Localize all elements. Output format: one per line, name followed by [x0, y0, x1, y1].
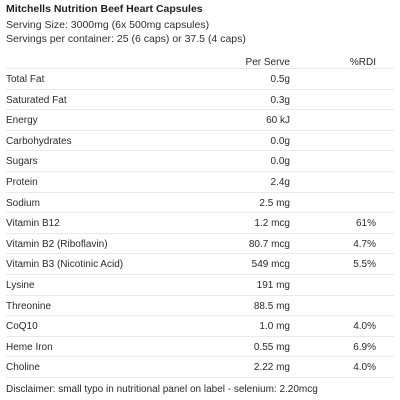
per-serve-value: 60 kJ [266, 115, 290, 127]
per-serve-value: 0.0g [270, 156, 290, 168]
nutrient-name: Threonine [6, 300, 52, 312]
table-row [0, 130, 400, 151]
per-serve-value: 1.0 mg [259, 321, 290, 333]
row-divider [6, 295, 394, 296]
row-divider [6, 274, 394, 275]
rdi-value: 61% [355, 218, 376, 230]
servings-per-container: Servings per container: 25 (6 caps) or 37.5 (4 caps) [6, 33, 246, 45]
nutrient-name: Vitamin B2 (Riboflavin) [6, 238, 108, 250]
per-serve-value: 549 mcg [251, 259, 290, 271]
table-row [0, 274, 400, 295]
row-divider [6, 68, 394, 69]
table-row [0, 109, 400, 130]
nutrition-table [0, 68, 400, 377]
nutrient-name: Total Fat [6, 74, 45, 85]
table-row [0, 336, 400, 357]
nutrient-name: Energy [6, 115, 38, 127]
row-divider [6, 233, 394, 234]
row-divider [6, 150, 394, 151]
nutrient-name: Saturated Fat [6, 94, 67, 106]
nutrient-name: Vitamin B12 [6, 218, 60, 230]
row-divider [6, 171, 394, 172]
row-divider [6, 356, 394, 357]
nutrient-name: Choline [6, 362, 40, 374]
row-divider [6, 315, 394, 316]
per-serve-value: 88.5 mg [253, 300, 290, 312]
rdi-value: 4.0% [353, 362, 376, 374]
nutrient-name: Sugars [6, 156, 38, 168]
per-serve-value: 191 mg [256, 279, 290, 291]
row-divider [6, 212, 394, 213]
per-serve-value: 2.5 mg [259, 197, 290, 209]
nutrient-name: CoQ10 [6, 321, 38, 333]
per-serve-value: 80.7 mcg [248, 238, 290, 250]
nutrient-name: Vitamin B3 (Nicotinic Acid) [6, 259, 124, 271]
table-row [0, 150, 400, 171]
table-row [0, 192, 400, 213]
table-divider [6, 377, 394, 378]
per-serve-value: 0.3g [270, 94, 290, 106]
product-title: Mitchells Nutrition Beef Heart Capsules [6, 3, 203, 15]
table-row [0, 68, 400, 89]
table-row [0, 295, 400, 316]
row-divider [6, 130, 394, 131]
per-serve-value: 2.22 mg [253, 362, 290, 374]
row-divider [6, 192, 394, 193]
nutrient-name: Sodium [6, 197, 40, 209]
row-divider [6, 109, 394, 110]
nutrient-name: Carbohydrates [6, 135, 72, 147]
per-serve-value: 2.4g [270, 176, 290, 188]
rdi-header: %RDI [349, 57, 376, 68]
row-divider [6, 253, 394, 254]
table-row [0, 89, 400, 110]
per-serve-value: 0.55 mg [253, 341, 290, 353]
per-serve-value: 0.0g [270, 135, 290, 147]
per-serve-value: 0.5g [270, 74, 290, 85]
per-serve-value: 1.2 mcg [254, 218, 290, 230]
table-row [0, 171, 400, 192]
per-serve-header: Per Serve [245, 57, 290, 68]
row-divider [6, 336, 394, 337]
table-row [0, 253, 400, 274]
nutrient-name: Protein [6, 176, 38, 188]
table-row [0, 315, 400, 336]
table-row [0, 212, 400, 233]
nutrient-name: Lysine [6, 279, 35, 291]
disclaimer-text: Disclaimer: small typo in nutritional panel on label - selenium: 2.20mcg [6, 384, 318, 395]
table-row [0, 233, 400, 254]
table-row [0, 356, 400, 377]
rdi-value: 6.9% [353, 341, 376, 353]
rdi-value: 5.5% [353, 259, 376, 271]
row-divider [6, 89, 394, 90]
rdi-value: 4.7% [353, 238, 376, 250]
nutrient-name: Heme Iron [6, 341, 53, 353]
rdi-value: 4.0% [353, 321, 376, 333]
serving-size: Serving Size: 3000mg (6x 500mg capsules) [6, 19, 210, 31]
